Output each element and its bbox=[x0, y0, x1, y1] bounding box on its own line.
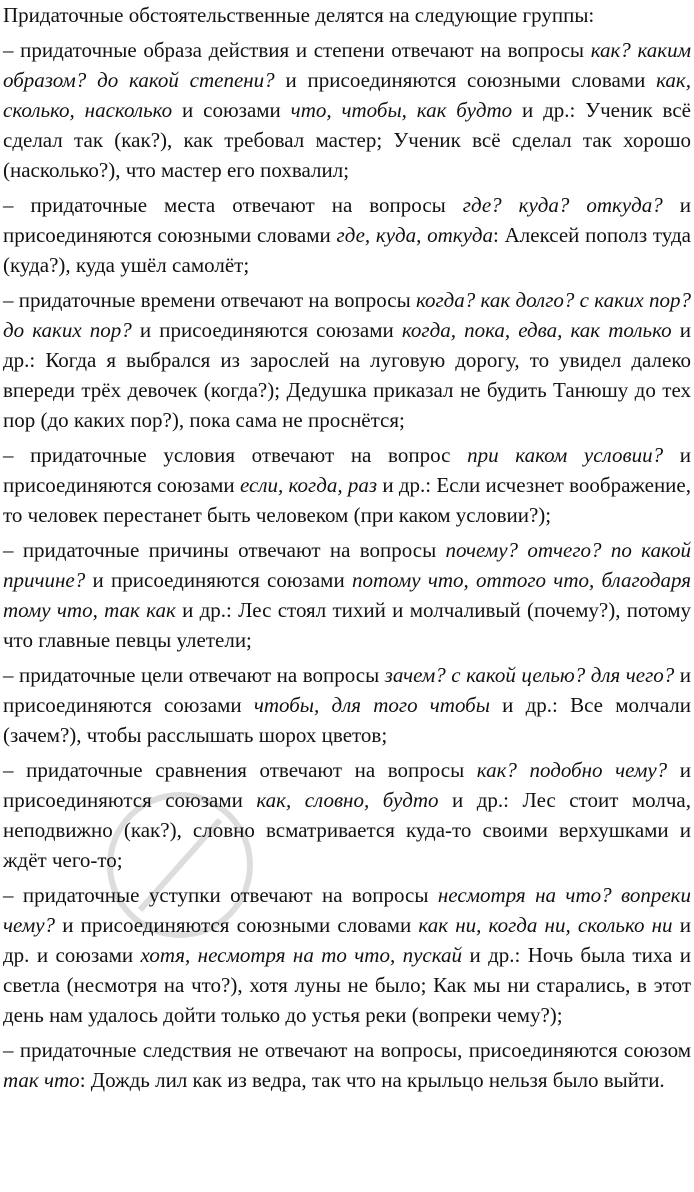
italic-term: когда, пока, едва, как только bbox=[401, 318, 672, 342]
paragraph-text: и др.: Лес стоял тихий и молчаливый (почему?), потому что главные певцы улетели; bbox=[3, 598, 692, 652]
italic-term: так что bbox=[3, 1068, 80, 1092]
clause-paragraph bbox=[3, 190, 691, 280]
paragraph-text: и др.: Когда я выбрался из зарослей на луговую дорогу, то увидел далеко впереди трёх девочек (когда?); Дедушка приказал не будить Танюшу до тех пор (до каких пор?), пока сама не проснётся; bbox=[3, 318, 691, 432]
italic-term: при каком условии? bbox=[467, 443, 664, 467]
paragraph-text: и присоединяются союзами bbox=[3, 443, 691, 497]
italic-term: несмотря на что? вопреки чему? bbox=[3, 883, 691, 937]
clause-paragraph bbox=[3, 660, 691, 750]
italic-term: как, сколько, насколько bbox=[3, 68, 691, 122]
italic-term: если, когда, раз bbox=[239, 473, 378, 497]
clause-paragraph bbox=[3, 285, 691, 435]
paragraph-text: – придаточные сравнения отвечают на вопросы bbox=[3, 758, 477, 782]
paragraph-text: и присоединяются союзами bbox=[3, 758, 691, 812]
paragraph-text: и др.: Все молчали (зачем?), чтобы расслышать шорох цветов; bbox=[3, 693, 691, 747]
paragraph-text: – придаточные цели отвечают на вопросы bbox=[3, 663, 385, 687]
paragraph-text: и присоединяются союзными словами bbox=[3, 193, 691, 247]
paragraph-text: и др.: Лес стоит молча, неподвижно (как?), словно всматривается куда-то своими верхушками и ждёт чего-то; bbox=[3, 788, 691, 872]
intro-text: Придаточные обстоятельственные делятся на следующие группы: bbox=[3, 3, 595, 27]
paragraph-text: и союзами bbox=[172, 98, 291, 122]
paragraph-text: и присоединяются союзами bbox=[131, 318, 402, 342]
clause-paragraph bbox=[3, 1035, 691, 1095]
paragraph-text: : Дождь лил как из ведра, так что на крыльцо нельзя было выйти. bbox=[79, 1068, 665, 1092]
clause-list bbox=[3, 35, 691, 1095]
paragraph-text: и др.: Если исчезнет воображение, то человек перестанет быть человеком (при каком условии?); bbox=[3, 473, 691, 527]
paragraph-text: и присоединяются союзными словами bbox=[55, 913, 419, 937]
italic-term: где? куда? откуда? bbox=[462, 193, 663, 217]
paragraph-text: и др.: Ученик всё сделал так (как?), как требовал мастер; Ученик всё сделал так хорошо (насколько?), что мастер его похвалил; bbox=[3, 98, 691, 182]
italic-term: хотя, несмотря на то что, пускай bbox=[140, 943, 463, 967]
paragraph-text: – придаточные места отвечают на вопросы bbox=[3, 193, 463, 217]
paragraph-text: и присоединяются союзами bbox=[85, 568, 352, 592]
clause-paragraph bbox=[3, 440, 691, 530]
paragraph-text: – придаточные уступки отвечают на вопросы bbox=[3, 883, 438, 907]
italic-term: как? подобно чему? bbox=[476, 758, 668, 782]
paragraph-text: и присоединяются союзными словами bbox=[274, 68, 657, 92]
clause-paragraph bbox=[3, 755, 691, 875]
paragraph-text: и др. и союзами bbox=[3, 913, 691, 967]
paragraph-text: – придаточные образа действия и степени отвечают на вопросы bbox=[3, 38, 591, 62]
italic-term: почему? отчего? по какой причине? bbox=[3, 538, 691, 592]
paragraph-text: – придаточные времени отвечают на вопросы bbox=[3, 288, 416, 312]
italic-term: как? каким образом? до какой степени? bbox=[3, 38, 691, 92]
paragraph-text: и присоединяются союзами bbox=[3, 663, 691, 717]
paragraph-text: – придаточные следствия не отвечают на вопросы, присоединяются союзом bbox=[3, 1038, 691, 1062]
italic-term: как ни, когда ни, сколько ни bbox=[418, 913, 673, 937]
paragraph-text: : Алексей пополз туда (куда?), куда ушёл самолёт; bbox=[3, 223, 691, 277]
italic-term: когда? как долго? с каких пор? до каких пор? bbox=[3, 288, 691, 342]
clause-paragraph bbox=[3, 35, 691, 185]
italic-term: чтобы, для того чтобы bbox=[253, 693, 490, 717]
italic-term: где, куда, откуда bbox=[336, 223, 494, 247]
paragraph-text: – придаточные условия отвечают на вопрос bbox=[3, 443, 468, 467]
paragraph-text: – придаточные причины отвечают на вопросы bbox=[3, 538, 446, 562]
clause-paragraph bbox=[3, 880, 691, 1030]
clause-paragraph bbox=[3, 535, 691, 655]
italic-term: зачем? с какой целью? для чего? bbox=[384, 663, 675, 687]
italic-term: как, словно, будто bbox=[256, 788, 439, 812]
italic-term: что, чтобы, как будто bbox=[290, 98, 513, 122]
italic-term: потому что, оттого что, благодаря тому что, так как bbox=[3, 568, 691, 622]
paragraph-text: и др.: Ночь была тиха и светла (несмотря на что?), хотя луны не было; Как мы ни старались, в этот день нам удалось дойти только до устья реки (вопреки чему?); bbox=[3, 943, 692, 1027]
